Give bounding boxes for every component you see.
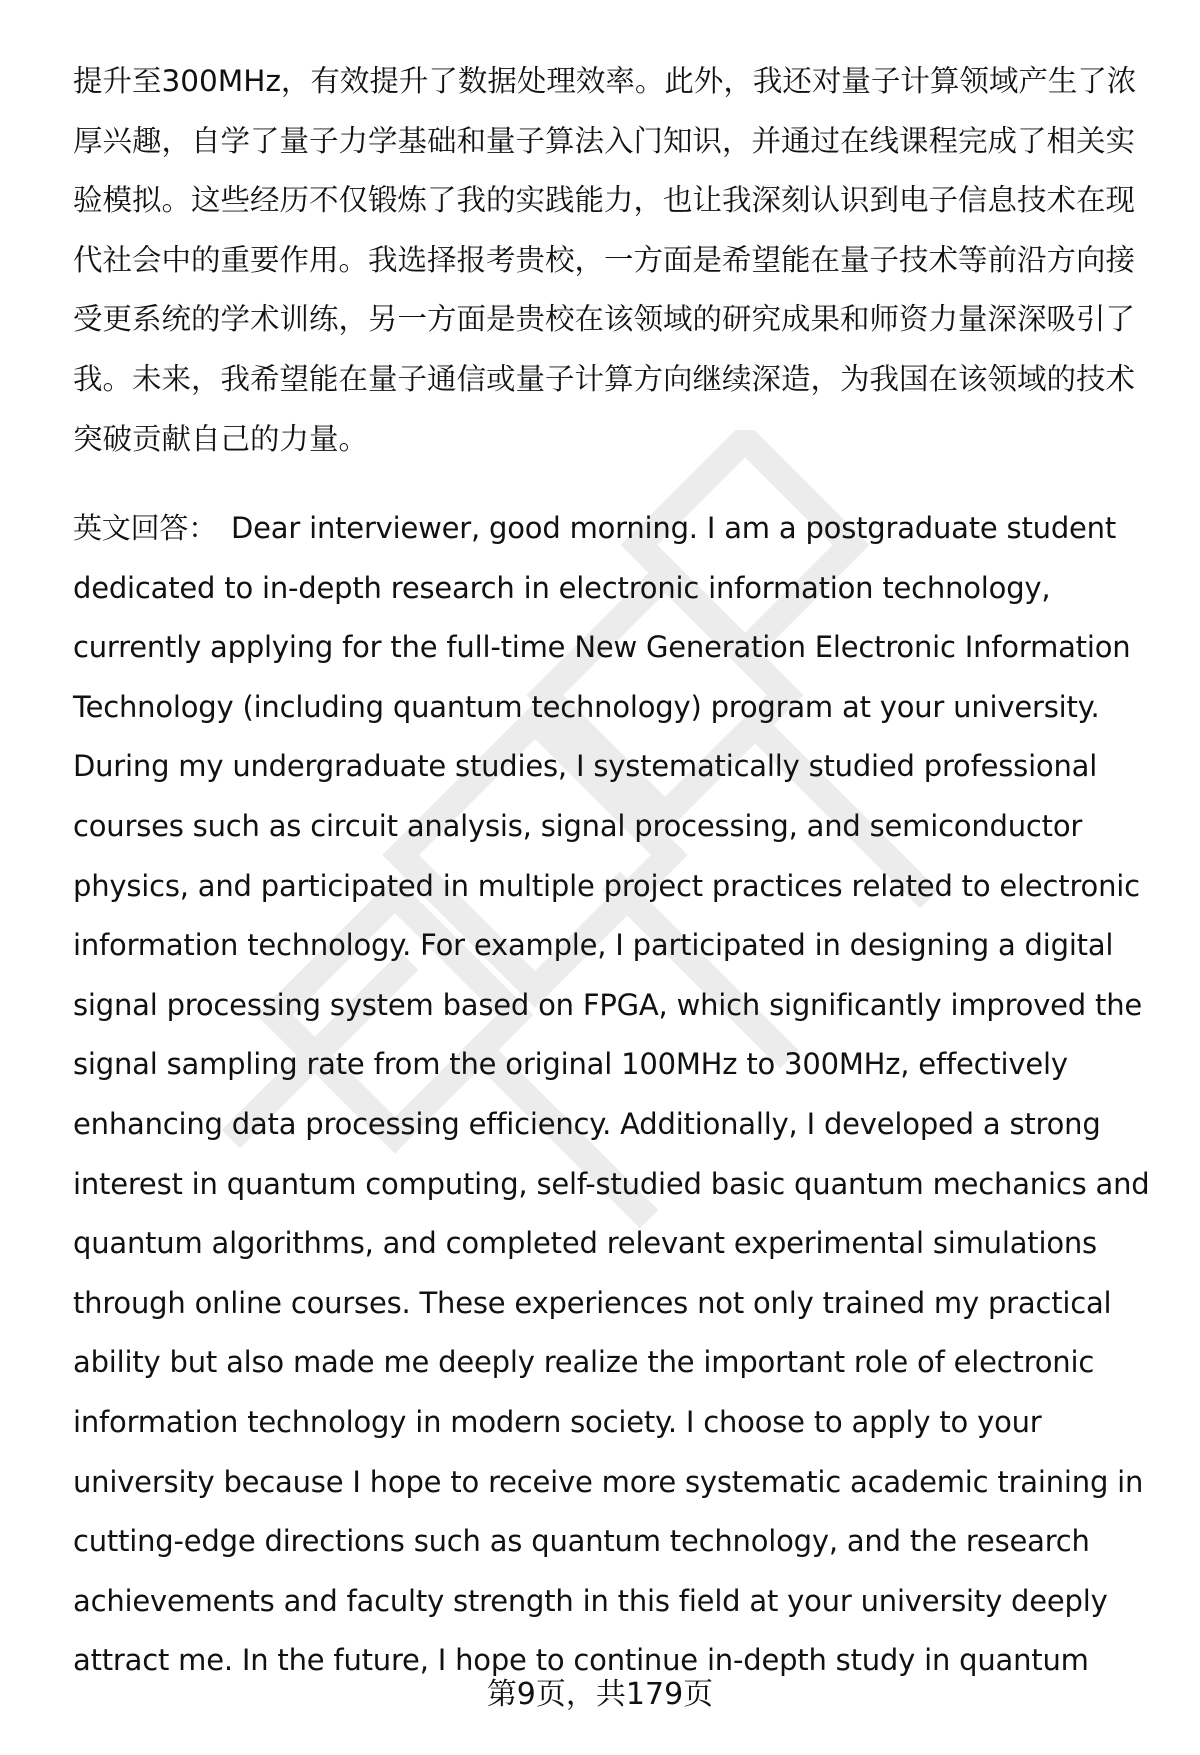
english-answer-label: 英文回答： [73,511,218,545]
english-line: cutting-edge directions such as quantum technology, and the research [73,1524,1090,1559]
english-line: through online courses. These experiences not only trained my practical [73,1285,1112,1320]
chinese-line: 代社会中的重要作用。我选择报考贵校，一方面是希望能在量子技术等前沿方向接 [73,242,1136,277]
english-line: courses such as circuit analysis, signal processing, and semiconductor [73,808,1083,843]
english-line: university because I hope to receive more systematic academic training in [73,1464,1144,1499]
english-line: enhancing data processing efficiency. Additionally, I developed a strong [73,1106,1101,1141]
chinese-line: 我。未来，我希望能在量子通信或量子计算方向继续深造，为我国在该领域的技术 [73,361,1136,396]
chinese-line: 验模拟。这些经历不仅锻炼了我的实践能力，也让我深刻认识到电子信息技术在现 [73,183,1136,218]
page-number-footer: 第9页，共179页 [486,1677,714,1712]
chinese-paragraph [73,52,1153,469]
english-line: information technology in modern society. I choose to apply to your [73,1404,1042,1439]
english-line: dedicated to in-depth research in electronic information technology, [73,570,1051,605]
chinese-line: 提升至300MHz，有效提升了数据处理效率。此外，我还对量子计算领域产生了浓 [73,64,1137,98]
english-line: currently applying for the full-time New Generation Electronic Information [73,630,1131,665]
english-line: quantum algorithms, and completed relevant experimental simulations [73,1226,1097,1261]
english-line: physics, and participated in multiple project practices related to electronic [73,868,1140,903]
english-line: interest in quantum computing, self-studied basic quantum mechanics and [73,1166,1150,1201]
english-line: Technology (including quantum technology) program at your university. [73,689,1100,724]
english-paragraph [73,499,1153,1691]
english-line-text: Dear interviewer, good morning. I am a postgraduate student [231,511,1117,545]
english-line: information technology. For example, I participated in designing a digital [73,928,1114,963]
english-line: signal processing system based on FPGA, which significantly improved the [73,987,1143,1022]
english-line: signal sampling rate from the original 100MHz to 300MHz, effectively [73,1047,1068,1082]
chinese-line: 突破贡献自己的力量。 [73,421,369,456]
english-first-line [73,499,1153,559]
english-line: ability but also made me deeply realize the important role of electronic [73,1345,1095,1380]
english-line: attract me. In the future, I hope to continue in-depth study in quantum [73,1643,1089,1678]
english-line: achievements and faculty strength in this field at your university deeply [73,1583,1108,1618]
chinese-line: 厚兴趣，自学了量子力学基础和量子算法入门知识，并通过在线课程完成了相关实 [73,123,1136,158]
english-line: During my undergraduate studies, I systematically studied professional [73,749,1098,784]
chinese-line: 受更系统的学术训练，另一方面是贵校在该领域的研究成果和师资力量深深吸引了 [73,302,1136,337]
